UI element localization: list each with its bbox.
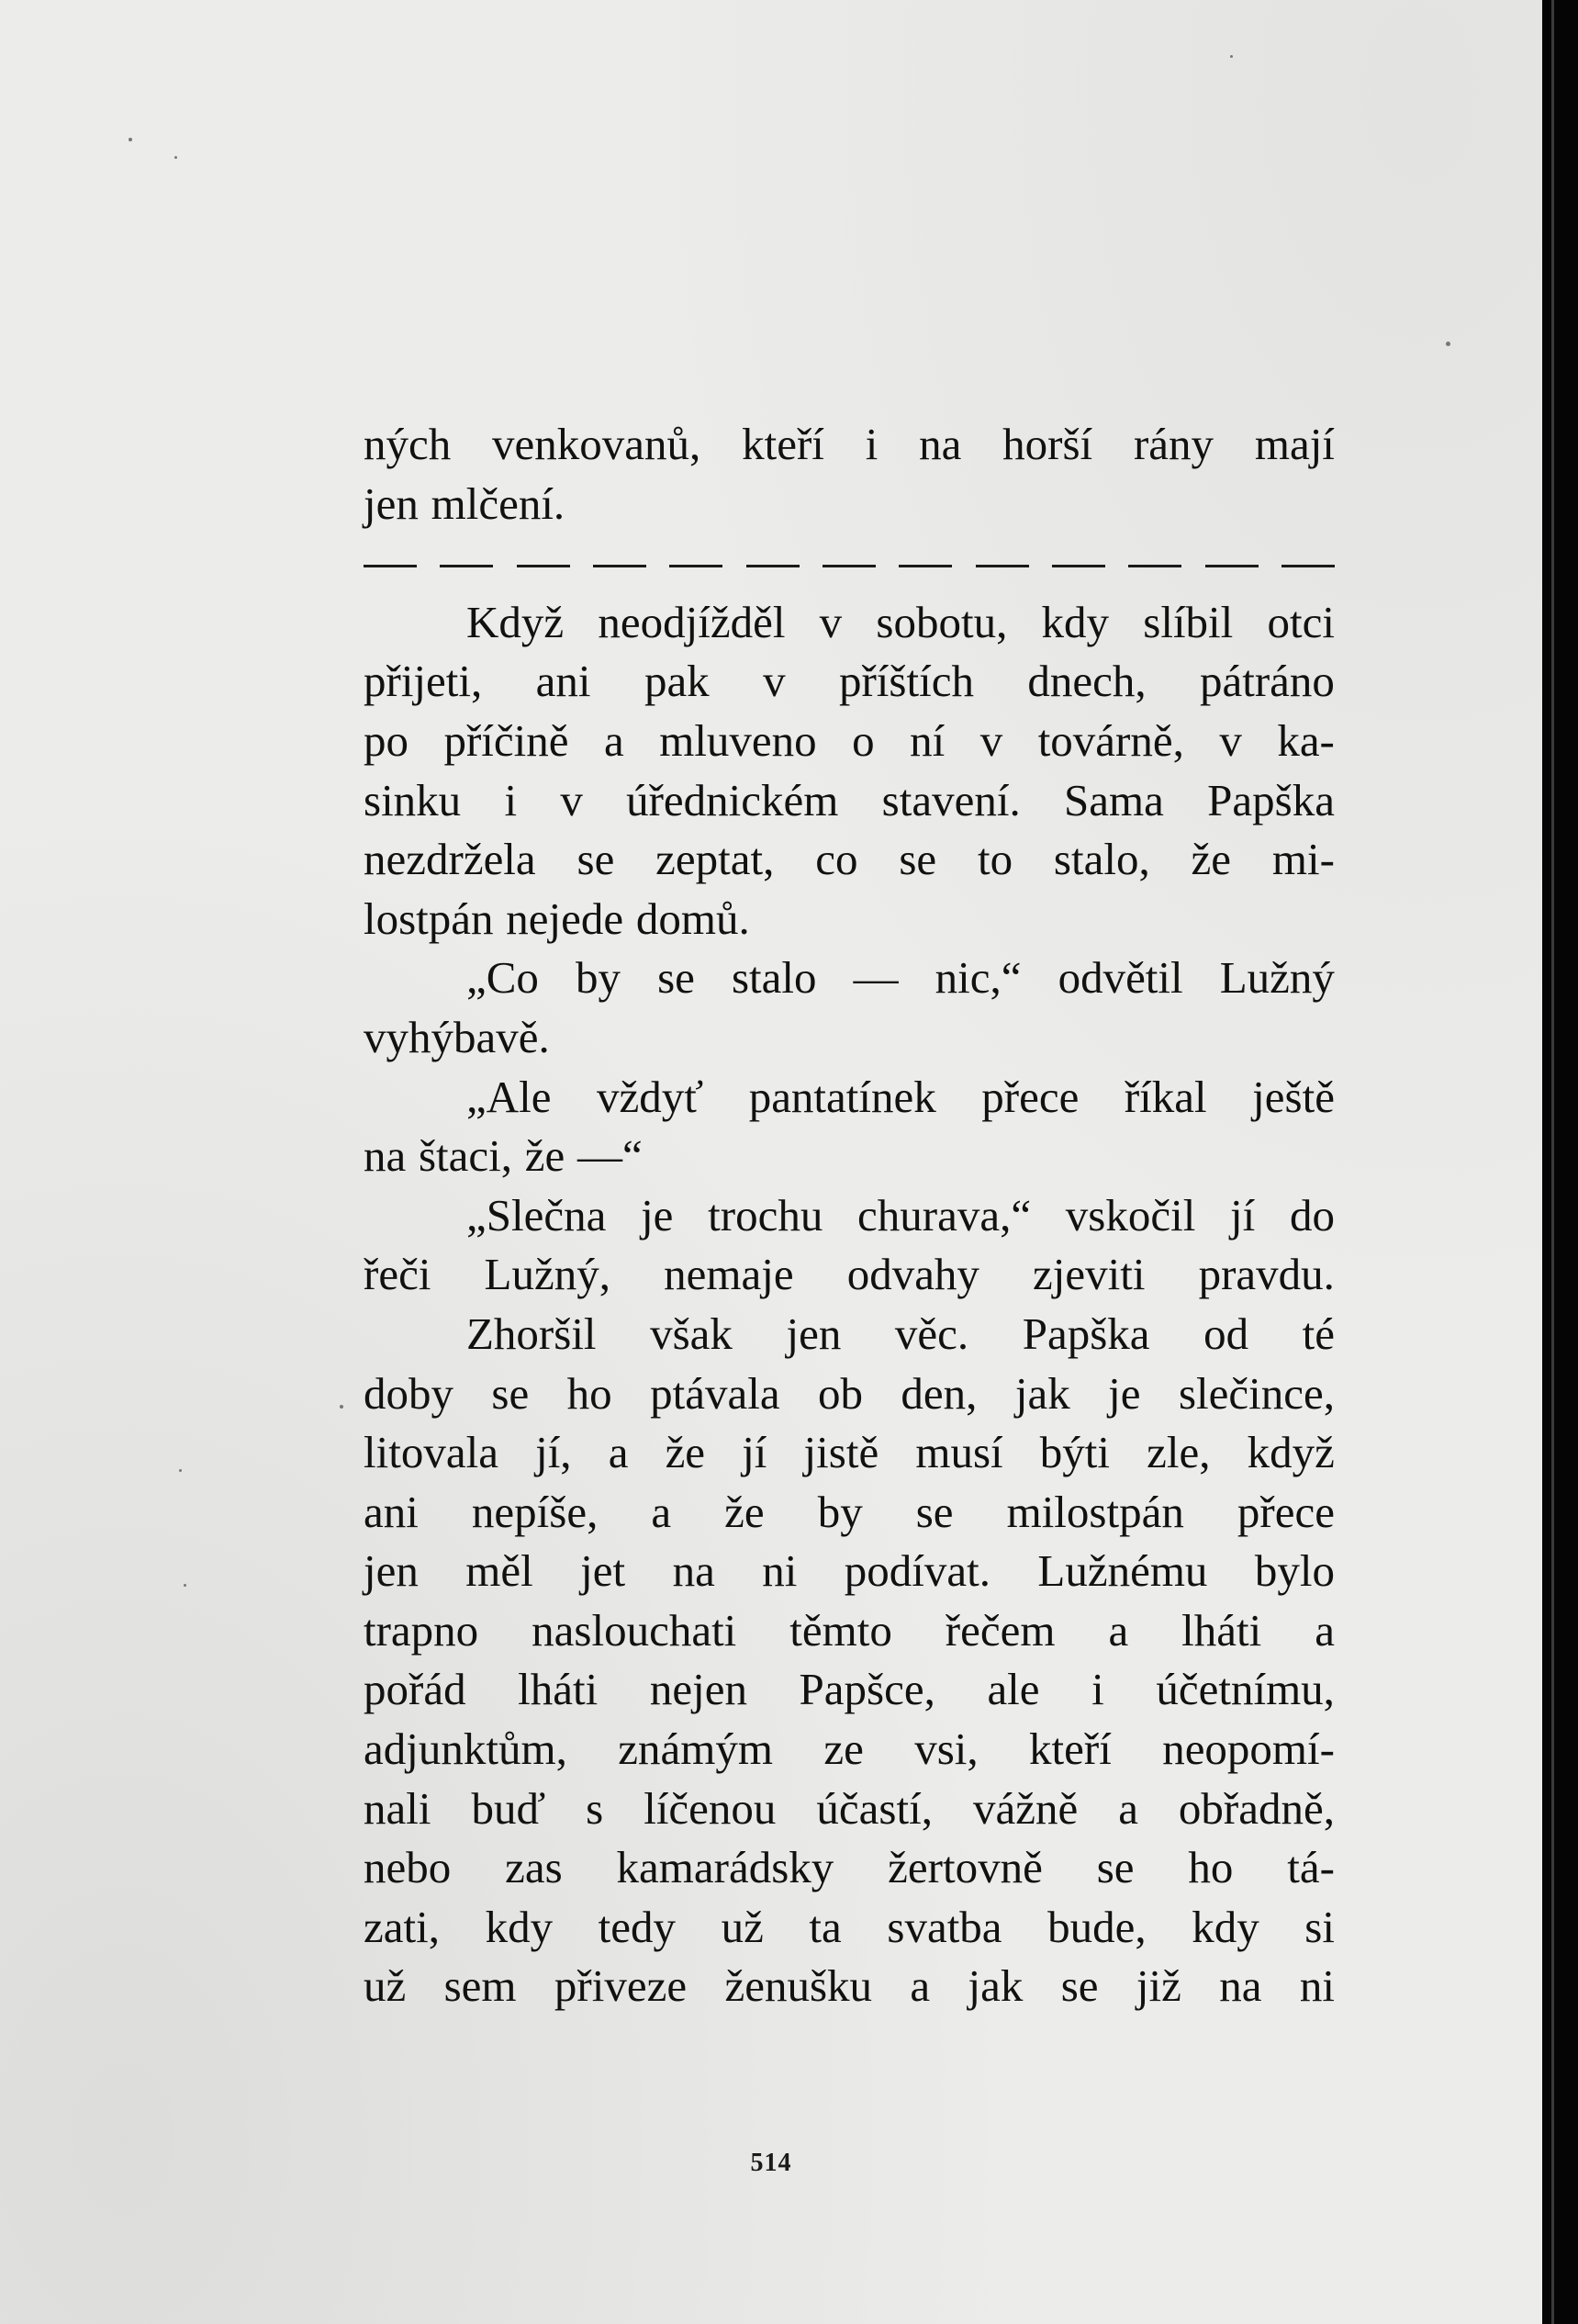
- text-line: lostpán nejede domů.: [364, 893, 750, 944]
- separator-dash: [364, 565, 417, 567]
- text-line: už sem přiveze ženušku a jak se již na ni: [364, 1960, 1335, 2012]
- paper-speck: [340, 1405, 343, 1409]
- text-line: litovala jí, a že jí jistě musí býti zle, když: [364, 1427, 1335, 1478]
- paper-speck: [184, 1584, 186, 1587]
- text-line: pořád lháti nejen Papšce, ale i účetnímu,: [364, 1664, 1335, 1715]
- text-line: jen měl jet na ni podívat. Lužnému bylo: [364, 1545, 1335, 1597]
- separator-dash: [899, 565, 952, 567]
- body-text: [364, 415, 1335, 2016]
- separator-dash: [593, 565, 646, 567]
- text-line: „Co by se stalo — nic,“ odvětil Lužný: [466, 952, 1335, 1004]
- separator-dash: [517, 565, 570, 567]
- paper-speck: [1230, 55, 1233, 58]
- separator-dash: [1205, 565, 1259, 567]
- text-line: přijeti, ani pak v příštích dnech, pátráno: [364, 656, 1335, 707]
- paper-speck: [129, 138, 132, 141]
- text-line: nali buď s líčenou účastí, vážně a obřadně,: [364, 1782, 1335, 1834]
- separator-dash: [1052, 565, 1105, 567]
- text-line: sinku i v úřednickém stavení. Sama Papška: [364, 774, 1335, 825]
- separator-dash: [746, 565, 800, 567]
- text-line: po příčině a mluveno o ní v továrně, v ka-: [364, 714, 1335, 766]
- section-separator: [364, 533, 1335, 593]
- text-line: jen mlčení.: [364, 477, 565, 529]
- text-line: „Slečna je trochu churava,“ vskočil jí do: [466, 1189, 1335, 1241]
- separator-dash: [669, 565, 722, 567]
- text-line: Když neodjížděl v sobotu, kdy slíbil otci: [466, 596, 1335, 647]
- text-line: nezdržela se zeptat, co se to stalo, že mi-: [364, 834, 1335, 885]
- separator-dash: [440, 565, 493, 567]
- page-number: 514: [750, 2149, 792, 2177]
- text-line: adjunktům, známým ze vsi, kteří neopomí-: [364, 1723, 1335, 1775]
- text-line: řeči Lužný, nemaje odvahy zjeviti pravdu.: [364, 1249, 1335, 1300]
- text-line: vyhýbavě.: [364, 1011, 550, 1062]
- page-right-edge: [1542, 0, 1578, 2324]
- paper-speck: [1446, 342, 1450, 346]
- separator-dash: [976, 565, 1029, 567]
- text-line: Zhoršil však jen věc. Papška od té: [466, 1308, 1335, 1359]
- text-line: nebo zas kamarádsky žertovně se ho tá-: [364, 1842, 1335, 1893]
- separator-dash: [823, 565, 876, 567]
- text-line: „Ale vždyť pantatínek přece říkal ještě: [466, 1071, 1335, 1122]
- paper-speck: [179, 1469, 182, 1472]
- text-line: ných venkovanů, kteří i na horší rány mají: [364, 419, 1335, 469]
- text-line: zati, kdy tedy už ta svatba bude, kdy si: [364, 1901, 1335, 1952]
- separator-dash: [1128, 565, 1181, 567]
- separator-dash: [1281, 565, 1335, 567]
- paper-speck: [174, 156, 177, 159]
- text-line: doby se ho ptávala ob den, jak je slečince,: [364, 1367, 1335, 1419]
- text-line: trapno naslouchati těmto řečem a lháti a: [364, 1604, 1335, 1656]
- text-line: na štaci, že —“: [364, 1130, 643, 1182]
- text-line: ani nepíše, a že by se milostpán přece: [364, 1486, 1335, 1537]
- page-edge-line: [1551, 0, 1554, 2324]
